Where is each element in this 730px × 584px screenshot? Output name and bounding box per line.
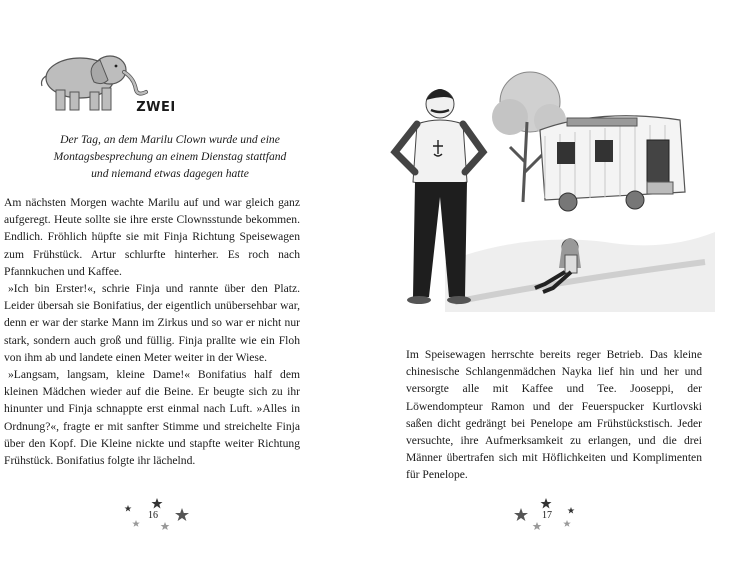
man-shirt bbox=[413, 120, 467, 185]
page-number: 17 bbox=[542, 510, 552, 521]
subtitle-line: und niemand etwas dagegen hatte bbox=[91, 167, 249, 180]
chapter-title: ZWEI bbox=[136, 100, 176, 115]
page-number: 16 bbox=[148, 510, 158, 521]
star-icon bbox=[568, 507, 575, 514]
left-body-text bbox=[4, 194, 300, 469]
star-icon bbox=[132, 520, 140, 527]
paragraph: »Ich bin Erster!«, schrie Finja und rannte über den Platz. Leider übersah sie Bonifatius, der eigentlich unübersehbar war, denn er war der starke Mann im Zirkus und so war er nicht nur stark, sondern auch groß und füllig. Finja prallte wie ein Floh von ihm ab und landete einen Meter weiter in der Wiese. bbox=[4, 282, 300, 364]
star-icon bbox=[533, 522, 542, 530]
star-icon bbox=[161, 522, 170, 530]
right-page bbox=[365, 0, 730, 584]
star-icon bbox=[541, 498, 552, 509]
paragraph: Am nächsten Morgen wachte Marilu auf und war gleich ganz aufgeregt. Heute sollte sie ihre erste Clownsstunde bekommen. Endlich. Fröhlich hüpfte sie mit Finja Richtung Speisewagen zum Frühstück. Artur schlurfte hinterher. Es roch nach Pfannkuchen und Kaffee. bbox=[4, 196, 300, 278]
star-icon bbox=[175, 508, 189, 521]
right-body-text bbox=[406, 346, 702, 484]
star-icon bbox=[563, 520, 571, 527]
paragraph: »Langsam, langsam, kleine Dame!« Bonifatius half dem kleinen Mädchen wieder auf die Beine. Er beugte sich zu ihr hinunter und Finja schnappte erst einmal nach Luft. »Alles in Ordnung?«, fragte er mit sanfter Stimme und streichelte Finja über den Kopf. Die Kleine nickte und stapfte weiter Richtung Frühstück. Bonifatius folgte ihr lächelnd. bbox=[4, 368, 300, 468]
subtitle-line: Der Tag, an dem Marilu Clown wurde und eine bbox=[60, 133, 280, 146]
star-icon bbox=[514, 508, 528, 521]
circus-illustration bbox=[385, 62, 725, 322]
subtitle-line: Montagsbesprechung an einem Dienstag stattfand bbox=[53, 150, 287, 163]
chapter-subtitle bbox=[20, 131, 320, 182]
star-icon bbox=[152, 498, 163, 509]
paragraph: Im Speisewagen herrschte bereits reger Betrieb. Das kleine chinesische Schlangenmädchen Nayka lief hin und her und versorgte alle mit Kaffee und Tee. Jooseppi, der Löwendompteur Ramon und der Feuerspucker Kurtlovski saßen dicht gedrängt bei Penelope am Frühstückstisch. Jeder versuchte, ihre Aufmerksamkeit zu erlangen, und die drei Männer übertrafen sich mit Höflichkeiten und Komplimenten für Penelope. bbox=[406, 348, 702, 482]
star-icon bbox=[125, 505, 132, 512]
